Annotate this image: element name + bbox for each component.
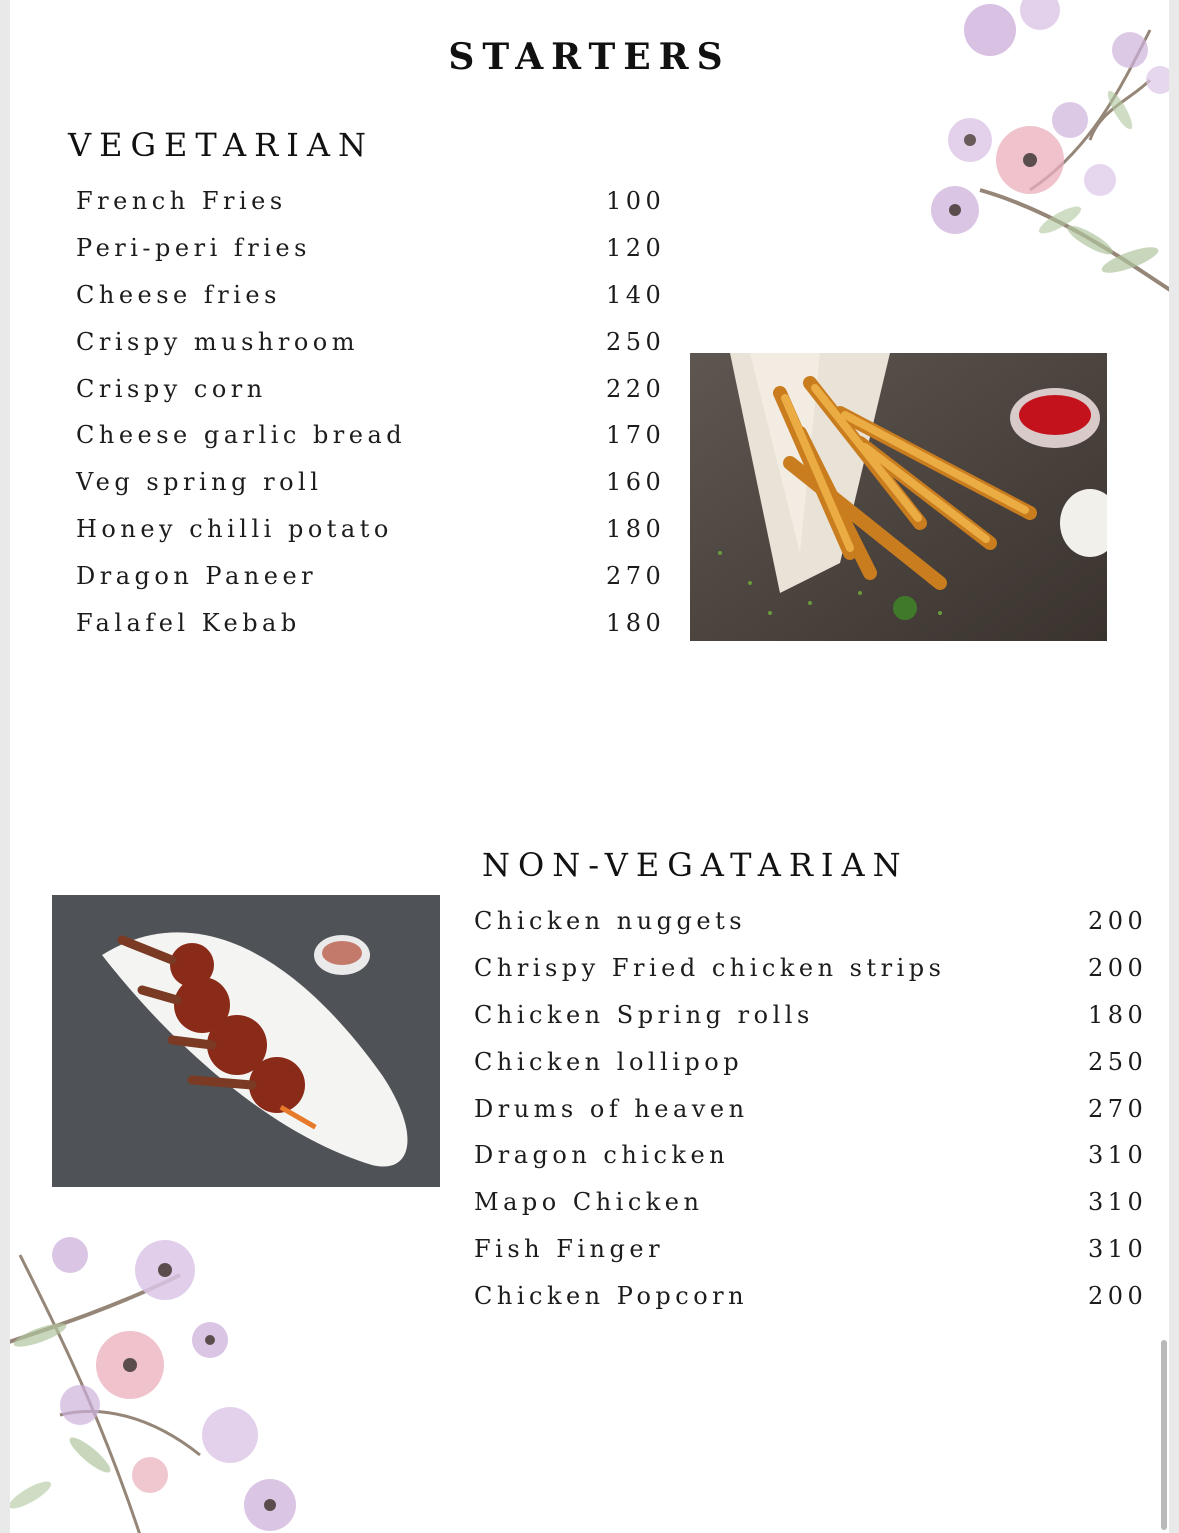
- page-title: STARTERS: [448, 36, 731, 78]
- item-name: Dragon chicken: [474, 1141, 730, 1170]
- item-price: 310: [1088, 1235, 1148, 1264]
- item-price: 200: [1088, 1282, 1148, 1311]
- item-name: Drums of heaven: [474, 1094, 749, 1123]
- item-name: Honey chilli potato: [76, 515, 393, 544]
- item-name: Falafel Kebab: [76, 609, 301, 638]
- menu-item: [474, 953, 1164, 1000]
- item-price: 270: [606, 562, 666, 591]
- item-name: Cheese garlic bread: [76, 421, 407, 450]
- item-price: 200: [1088, 953, 1148, 982]
- item-price: 250: [606, 327, 666, 356]
- item-price: 220: [606, 374, 666, 403]
- item-price: 120: [606, 233, 666, 262]
- item-name: Chicken nuggets: [474, 907, 747, 935]
- item-price: 170: [606, 421, 666, 450]
- item-price: 180: [1088, 1000, 1148, 1029]
- item-name: Chicken Spring rolls: [474, 1000, 814, 1029]
- item-price: 160: [606, 468, 666, 497]
- item-name: Crispy corn: [76, 374, 267, 403]
- vegetarian-menu-list: [76, 186, 676, 655]
- non-vegetarian-menu-list: [474, 906, 1164, 1328]
- item-price: 270: [1088, 1094, 1148, 1123]
- vegetarian-heading: VEGETARIAN: [68, 126, 374, 164]
- menu-item: [474, 906, 1164, 953]
- menu-item: [76, 233, 676, 280]
- item-price: 250: [1088, 1047, 1148, 1076]
- item-name: Peri-peri fries: [76, 233, 311, 262]
- french-fries-photo: [690, 353, 1107, 641]
- item-price: 310: [1088, 1141, 1148, 1170]
- menu-item: [474, 1140, 1164, 1187]
- menu-item: [474, 1281, 1164, 1328]
- item-name: Veg spring roll: [76, 468, 323, 497]
- menu-item: [76, 327, 676, 374]
- item-name: Chicken lollipop: [474, 1047, 744, 1076]
- menu-item: [76, 608, 676, 655]
- item-price: 310: [1088, 1188, 1148, 1217]
- item-price: 100: [606, 187, 666, 215]
- item-name: Crispy mushroom: [76, 327, 359, 356]
- non-vegetarian-heading: NON-VEGATARIAN: [482, 846, 909, 884]
- menu-item: [76, 186, 676, 233]
- menu-item: [76, 467, 676, 514]
- item-name: Dragon Paneer: [76, 562, 318, 591]
- item-name: Chicken Popcorn: [474, 1282, 749, 1311]
- menu-item: [76, 514, 676, 561]
- item-name: Chrispy Fried chicken strips: [474, 953, 946, 982]
- item-price: 180: [606, 515, 666, 544]
- menu-item: [76, 280, 676, 327]
- menu-item: [474, 1000, 1164, 1047]
- menu-page: [10, 0, 1169, 1533]
- menu-item: [76, 561, 676, 608]
- item-name: Fish Finger: [474, 1235, 665, 1264]
- item-price: 200: [1088, 907, 1148, 935]
- menu-item: [76, 420, 676, 467]
- menu-item: [474, 1047, 1164, 1094]
- menu-item: [474, 1094, 1164, 1141]
- item-name: French Fries: [76, 187, 287, 215]
- item-price: 180: [606, 609, 666, 638]
- item-price: 140: [606, 280, 666, 309]
- floral-decoration-bottom: [10, 1215, 320, 1533]
- menu-item: [474, 1187, 1164, 1234]
- vertical-scrollbar[interactable]: [1161, 1340, 1167, 1530]
- menu-item: [76, 374, 676, 421]
- item-name: Cheese fries: [76, 280, 281, 309]
- item-name: Mapo Chicken: [474, 1188, 704, 1217]
- menu-item: [474, 1234, 1164, 1281]
- chicken-lollipop-photo: [52, 895, 440, 1187]
